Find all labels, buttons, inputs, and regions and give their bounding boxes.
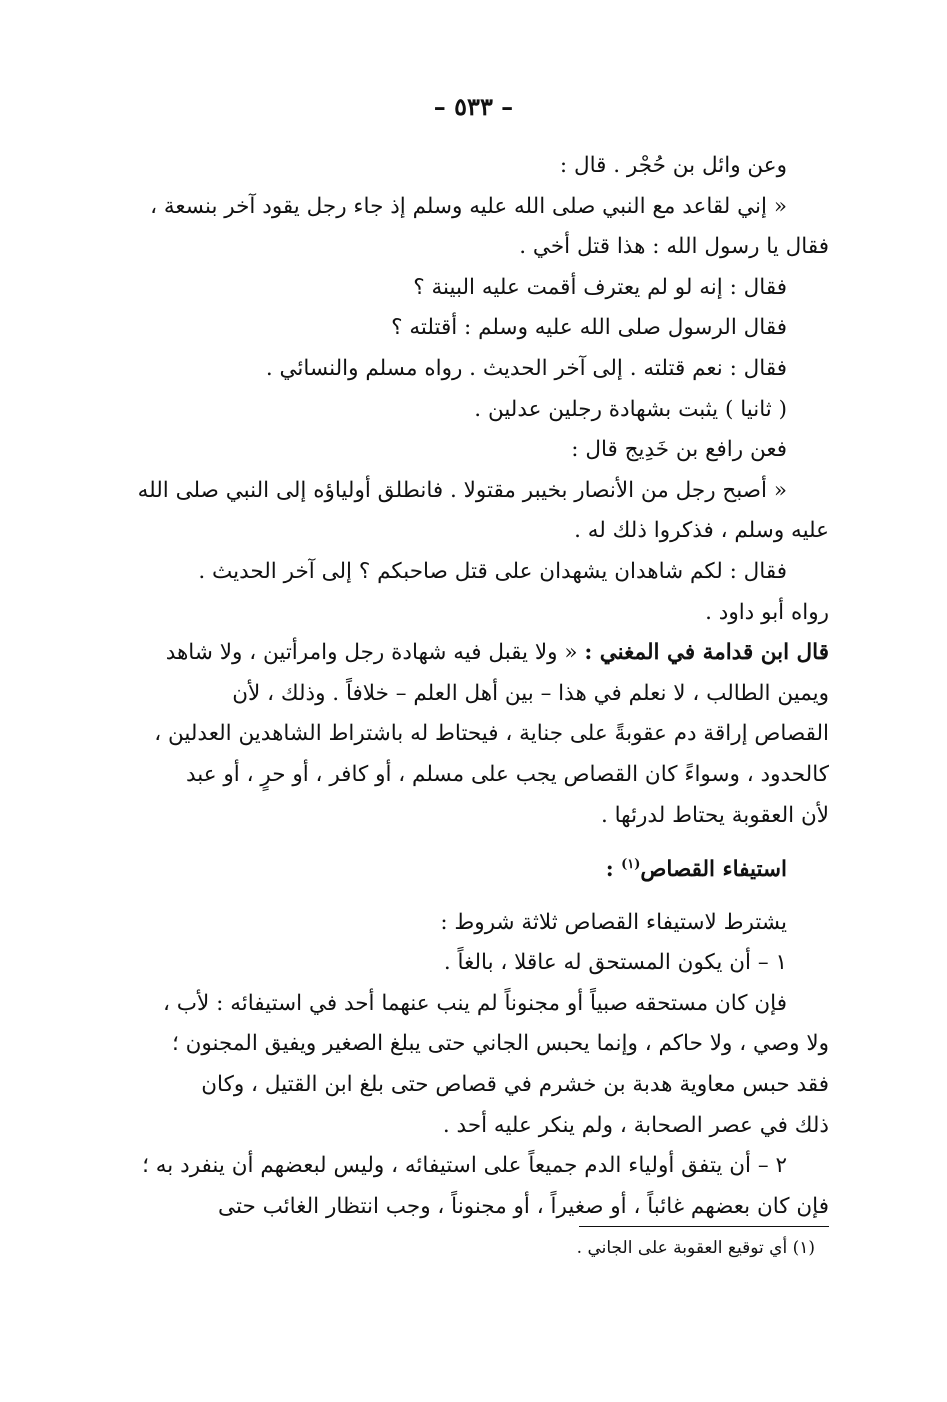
text-line: « إني لقاعد مع النبي صلى الله عليه وسلم إذ جاء رجل يقود آخر بنسعة ، [150, 193, 787, 219]
text-line: فقد حبس معاوية هدبة بن خشرم في قصاص حتى بلغ ابن القتيل ، وكان [201, 1072, 829, 1098]
text-line: فقال : نعم قتلته . إلى آخر الحديث . رواه مسلم والنسائي . [265, 355, 787, 381]
quote-text: « ولا يقبل فيه شهادة رجل وامرأتين ، ولا شاهد [165, 640, 585, 666]
text-line: ذلك في عصر الصحابة ، ولم ينكر عليه أحد . [442, 1112, 829, 1138]
text-line: فقال يا رسول الله : هذا قتل أخي . [519, 234, 829, 260]
heading-colon: : [605, 857, 622, 883]
text-line: ٢ – أن يتفق أولياء الدم جميعاً على استيفائه ، وليس لبعضهم أن ينفرد به ؛ [142, 1153, 787, 1179]
text-line: ١ – أن يكون المستحق له عاقلا ، بالغاً . [443, 950, 787, 976]
footnote: (١) أي توقيع العقوبة على الجاني . [576, 1238, 815, 1258]
footnote-divider [579, 1226, 829, 1227]
text-line: فإن كان مستحقه صبياً أو مجنوناً لم ينب عنهما أحد في استيفائه : لأب ، [163, 990, 787, 1016]
text-line: « أصبح رجل من الأنصار بخيبر مقتولا . فانطلق أولياؤه إلى النبي صلى الله [137, 477, 787, 503]
text-line: فعن رافع بن خَدِيج قال : [571, 437, 787, 463]
text-line: ويمين الطالب ، لا نعلم في هذا – بين أهل العلم – خلافاً . وذلك ، لأن [232, 680, 829, 706]
section-heading [119, 850, 829, 891]
text-line: فقال الرسول صلى الله عليه وسلم : أقتلته ؟ [391, 315, 787, 341]
text-line: وعن وائل بن حُجْر . قال : [559, 153, 787, 178]
footnote-marker: (١) [621, 856, 641, 872]
text-line: فإن كان بعضهم غائباً ، أو صغيراً ، أو مجنوناً ، وجب انتظار الغائب حتى [218, 1193, 829, 1219]
text-line: ( ثانيا ) يثبت بشهادة رجلين عدلين . [474, 396, 787, 422]
page-number: – ٥٣٣ – [433, 92, 514, 121]
text-line: كالحدود ، وسواءً كان القصاص يجب على مسلم ، أو كافر ، أو حرٍ ، أو عبد [185, 761, 829, 787]
text-line: فقال : إنه لو لم يعترف أقمت عليه البينة ؟ [413, 274, 787, 300]
text-line [119, 633, 829, 674]
text-line: لأن العقوبة يحتاط لدرئها . [600, 802, 829, 828]
text-line: يشترط لاستيفاء القصاص ثلاثة شروط : [440, 909, 787, 935]
text-line: عليه وسلم ، فذكروا ذلك له . [574, 518, 829, 544]
text-line: فقال : لكم شاهدان يشهدان على قتل صاحبكم ؟ إلى آخر الحديث . [198, 558, 787, 584]
heading-text: استيفاء القصاص [640, 857, 787, 883]
main-text [119, 146, 829, 1227]
text-line: القصاص إراقة دم عقوبةً على جناية ، فيحتاط له باشتراط الشاهدين العدلين ، [154, 721, 829, 747]
text-line: رواه أبو داود . [705, 599, 829, 625]
ibn-qudama-lead: قال ابن قدامة في المغني : [584, 640, 829, 666]
text-line: ولا وصي ، ولا حاكم ، وإنما يحبس الجاني حتى يبلغ الصغير ويفيق المجنون ؛ [171, 1031, 829, 1057]
